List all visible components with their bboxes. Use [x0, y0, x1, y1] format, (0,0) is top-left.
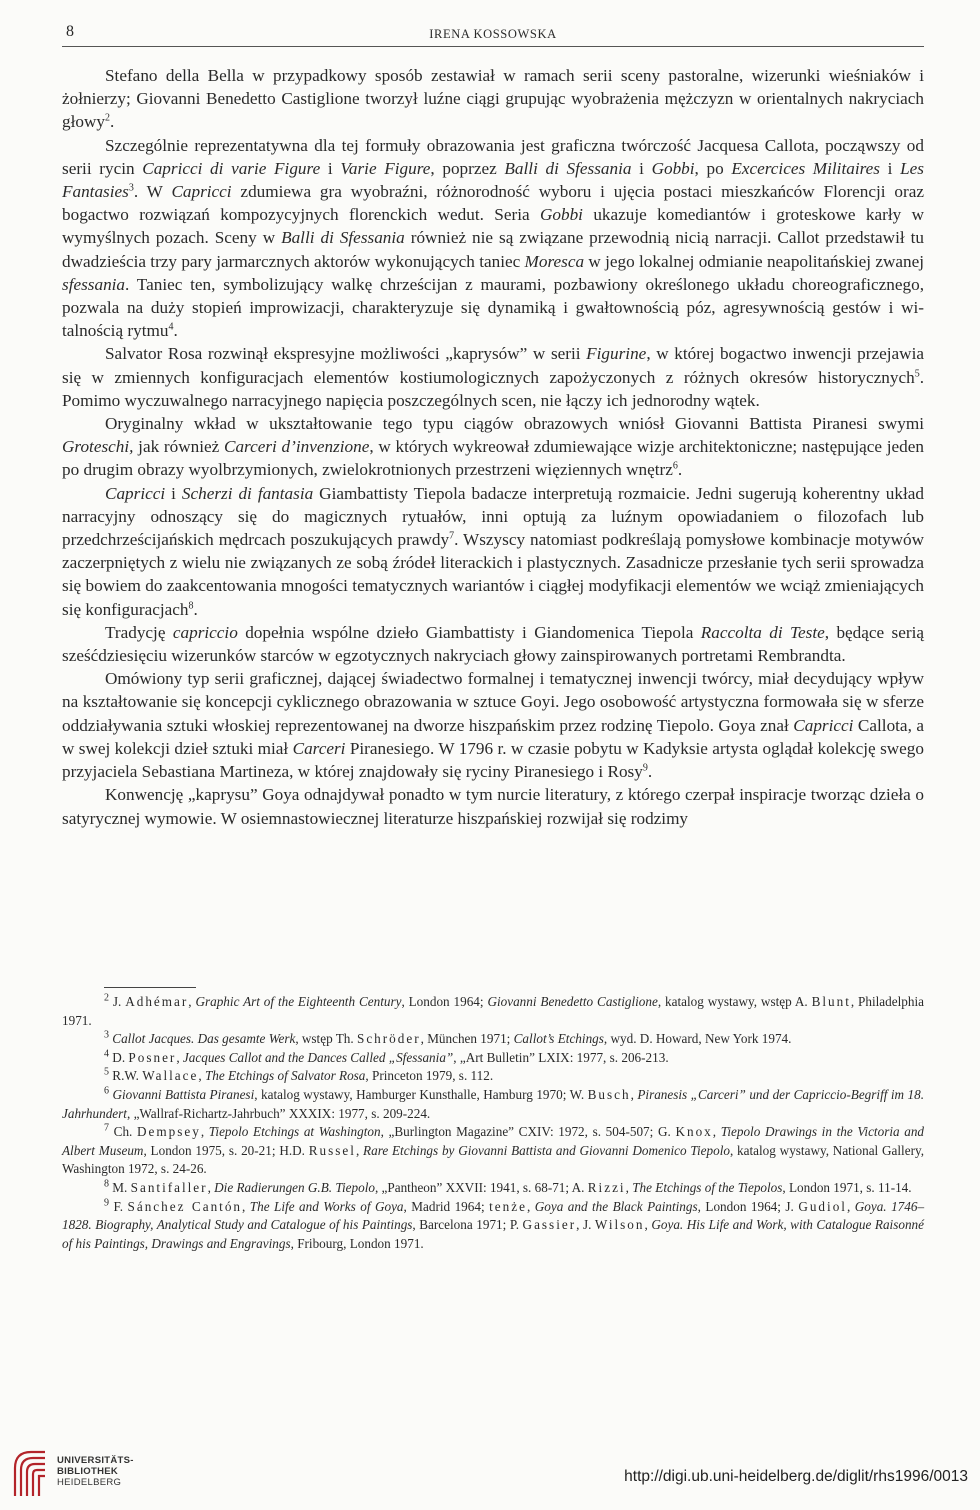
text-run: , Fribourg, London 1971. — [290, 1235, 424, 1251]
text-run: , katalog wystawy, National Gallery, Washington 1972, s. 24-26. — [62, 1142, 924, 1177]
text-run: . Pomimo wyczuwalnego narracyjnego napięcia poszczególnych scen, nie łączy ich jednorodny wątek. — [62, 367, 924, 410]
italic-title: Les Fantasies — [62, 158, 924, 202]
text-run: , poprzez — [430, 158, 505, 178]
footnote-ref: 8 — [104, 1178, 109, 1190]
text-run: , po — [694, 158, 732, 178]
text-run: , — [198, 1068, 205, 1084]
italic-title: Excercices Militaires — [731, 158, 880, 178]
italic-title: Giovanni Benedetto Castiglione — [487, 994, 658, 1009]
author-name: tenże — [489, 1198, 527, 1214]
italic-title: Goya. 1746–1828. Biography, Analytical Study and Catalogue of his Paintings — [62, 1198, 925, 1233]
text-run: , w których wykreował zdumiewające wizje architektoniczne; następujące jeden po drugim obrazy wyolbrzymionych, zwielokrotnionych przestrzeni więziennych wnętrz — [62, 437, 924, 480]
footnotes — [62, 993, 924, 1253]
footnote-ref: 9 — [642, 762, 648, 774]
footnote — [62, 1030, 924, 1049]
italic-title: Raccolta di Teste — [700, 622, 825, 642]
text-run: , — [712, 1124, 721, 1140]
footnote — [62, 1086, 924, 1123]
italic-title: Capricci di varie Figure — [142, 158, 321, 178]
italic-title: Callot’s Etchings — [513, 1031, 604, 1047]
italic-title: The Etchings of Salvator Rosa — [204, 1068, 366, 1084]
author-name: Posner — [128, 1049, 177, 1065]
text-run: . — [647, 762, 653, 782]
author-name: Gassier — [522, 1217, 577, 1233]
paragraph — [62, 783, 924, 829]
author-name: Adhémar — [125, 994, 189, 1009]
italic-title: Callot Jacques. Das gesamte Werk — [112, 1031, 296, 1047]
text-run: . W — [133, 182, 172, 202]
italic-title: The Etchings of the Tiepolos — [632, 1179, 783, 1195]
text-run: , katalog wystawy, Hamburger Kunsthalle, Hamburg 1970; W. — [254, 1086, 588, 1102]
text-run: , wyd. D. Howard, New York 1974. — [603, 1031, 792, 1047]
text-run: również nie są związane przewodnią nicią narracji. Callot przedstawił tu dwadzieścia trzy pary jarmarcznych aktorów wykonujących taniec — [62, 228, 924, 271]
text-run: Stefano della Bella w przypadkowy sposób zestawiał w ramach serii sceny pastoralne, wizerunki wieśniaków i żołnierzy; Giovanni Benedetto Castiglione tworzył luźne ciągi grupując wyobrażenia mężczyzn w orientalnych nakryciach głowy — [62, 66, 924, 132]
text-run: , — [526, 1198, 535, 1214]
text-run: , — [846, 1198, 855, 1214]
author-name: Knox — [675, 1124, 713, 1140]
paragraph — [62, 342, 924, 412]
text-run: , „Burlington Magazine” CXIV: 1972, s. 504-507; G. — [380, 1124, 676, 1140]
text-run: Konwencję „kaprysu” Goya odnajdywał ponadto w tym nurcie literatury, z którego czerpał inspiracje tworząc dzieła o satyrycznej wymowie. W osiemnastowiecznej literaturze hiszpańskiej rozwijał się rodzimy — [62, 785, 924, 828]
italic-title: Moresca — [524, 251, 585, 271]
text-run: ukazuje komediantów i groteskowe karły w wymyślnych pozach. Sceny w — [62, 205, 924, 248]
text-run: . Wszyscy natomiast podkreślają pomysłowe kombinacje motywów zaczerpniętych z wielu nie związanych ze sobą źródeł literackich i plastycznych. Zasadnicze przesłanie tych serii sprowadza się bowiem do zaakcentowania mnogości tematycznych wariantów i ciągłej modyfikacji elementów we wciąż zmieniających się konfiguracjach — [62, 530, 925, 619]
source-url-link[interactable]: http://digi.ub.uni-heidelberg.de/diglit/rhs1996/0013 — [624, 1468, 968, 1485]
author-name: Schröder — [356, 1031, 421, 1047]
text-run: , w której bogactwo inwencji przejawia się w zmiennych konfiguracjach elementów kostiumologicznych zapożyczonych z różnych okresów historycznych — [62, 344, 924, 387]
text-run: F. — [109, 1198, 128, 1214]
author-name: Santifaller — [130, 1179, 208, 1195]
footnote-separator — [104, 987, 196, 988]
text-run: , Princeton 1979, s. 112. — [365, 1068, 494, 1084]
text-run: , — [355, 1142, 364, 1158]
text-run: . Taniec ten, symbolizujący walkę chrześcijan z maurami, pozbawiony określonego układu choreograficznego, pozwala na duży stopień improwizacji, charakteryzuje się dynamiką i gwałtownością póz, agresywnością gestów i witalnością rytmu — [62, 274, 924, 341]
footnote-ref: 8 — [188, 599, 194, 611]
italic-title: capriccio — [172, 622, 238, 642]
footnote-ref: 5 — [914, 367, 920, 379]
author-name: Dempsey — [137, 1124, 201, 1140]
text-run: , — [200, 1124, 209, 1140]
page-header — [62, 23, 924, 47]
footnote-ref: 5 — [104, 1066, 109, 1078]
text-run: i — [631, 158, 652, 178]
footnote-ref: 6 — [104, 1085, 109, 1097]
text-run: Ch. — [109, 1124, 138, 1140]
text-run: , katalog wystawy, wstęp A. — [657, 994, 812, 1009]
text-run: J. — [109, 994, 126, 1009]
text-run: . — [173, 321, 178, 341]
page-number: 8 — [66, 23, 74, 40]
text-run: M. — [109, 1179, 131, 1195]
author-name: Sánchez Cantón — [127, 1198, 243, 1214]
italic-title: Gobbi — [539, 205, 583, 225]
text-run: , — [644, 1217, 652, 1233]
text-run: i — [165, 483, 182, 503]
italic-title: Goya and the Black Paintings — [534, 1198, 698, 1214]
text-run: , London 1964; J. — [697, 1198, 799, 1214]
footnote-ref: 7 — [449, 530, 455, 542]
footnote — [62, 1179, 924, 1198]
text-run: Oryginalny wkład w ukształtowanie tego typu ciągów obrazowych wniósł Giovanni Battista Piranesi swymi — [105, 414, 924, 434]
italic-title: Rare Etchings by Giovanni Battista and Giovanni Domenico Tiepolo — [363, 1142, 730, 1158]
paragraph — [62, 667, 924, 783]
footnote-ref: 6 — [672, 460, 678, 472]
author-name: Gudiol — [798, 1198, 847, 1214]
text-run: i — [879, 158, 901, 178]
text-run: i — [320, 158, 341, 178]
text-run: . — [193, 599, 198, 619]
text-run: , München 1971; — [420, 1031, 514, 1047]
italic-title: Carceri — [292, 738, 346, 758]
text-run: , — [176, 1049, 183, 1065]
author-name: Wilson — [594, 1217, 645, 1233]
italic-title: The Life and Works of Goya — [249, 1198, 404, 1214]
text-run: , — [625, 1179, 633, 1195]
text-run: , „Art Bulletin” LXIX: 1977, s. 206-213. — [453, 1049, 669, 1065]
text-run: R.W. — [109, 1068, 143, 1084]
text-run: . — [109, 112, 115, 132]
italic-title: Figurine — [586, 344, 647, 364]
text-run: , będące serią sześćdziesięciu wizerunków starców w egzotycznych nakryciach głowy zainspirowanych portretami Rembrandta. — [62, 622, 924, 666]
italic-title: Carceri d’invenzione — [224, 437, 370, 457]
author-name: Russel — [308, 1142, 356, 1158]
italic-title: Balli di Sfessania — [504, 158, 632, 178]
footnote-ref: 3 — [128, 182, 134, 194]
text-run: zdumiewa gra wyobraźni, różnorodność wyboru i ujęcia postaci mieszkańców Florencji oraz bogactwo rozwiązań kompozycyjnych florenckich wedut. Seria — [62, 182, 924, 225]
paragraph — [62, 482, 924, 621]
text-run: , — [188, 994, 196, 1009]
italic-title: Die Radierungen G.B. Tiepolo — [214, 1179, 375, 1195]
italic-title: sfessania — [62, 274, 126, 294]
text-run: , — [242, 1198, 250, 1214]
paragraph — [62, 412, 924, 482]
italic-title: Capricci — [793, 715, 854, 735]
text-run: , London 1964; — [401, 994, 488, 1009]
text-run: , London 1975, s. 20-21; H.D. — [143, 1142, 309, 1158]
author-name: Wallace — [142, 1068, 199, 1084]
footnote — [62, 993, 924, 1030]
library-name-line: BIBLIOTHEK — [57, 1466, 119, 1477]
body-text — [62, 64, 924, 830]
author-name: Busch — [587, 1086, 631, 1102]
text-run: Giambattisty Tiepola badacze interpretują rozmaicie. Jedni sugerują koherentny układ narracyjny odnoszący się do magicznych rytuałów, inni optują za luźnym opowiadaniem o filozofach lub przedchrześcijańskich mędrcach poszukujących prawdy — [62, 483, 924, 550]
italic-title: Graphic Art of the Eighteenth Century — [195, 994, 402, 1009]
text-run: , wstęp Th. — [295, 1031, 357, 1047]
text-run: , London 1971, s. 11-14. — [782, 1179, 912, 1195]
footnote-ref: 3 — [104, 1029, 109, 1041]
running-head: IRENA KOSSOWSKA — [429, 27, 557, 41]
italic-title: Capricci — [171, 182, 232, 202]
text-run: , „Wallraf-Richartz-Jahrbuch” XXXIX: 1977, s. 209-224. — [126, 1105, 431, 1121]
italic-title: Gobbi — [651, 158, 695, 178]
text-run: , Barcelona 1971; P. — [412, 1217, 523, 1233]
footnote-ref: 4 — [104, 1048, 109, 1060]
text-run: , Philadelphia 1971. — [62, 994, 924, 1028]
footnote-ref: 4 — [168, 321, 174, 333]
text-run: Salvator Rosa rozwinął ekspresyjne możliwości „kaprysów” w serii — [105, 344, 587, 364]
text-run: . — [677, 460, 683, 480]
text-run: Szczególnie reprezentatywna dla tej formuły obrazowania jest graficzna twórczość Jacquesa Callota, począwszy od serii rycin — [62, 135, 924, 178]
text-run: Piranesiego. W 1796 r. w czasie pobytu w Kadyksie artysta oglądał kolekcję swego przyjaciela Sebastiana Martineza, w której znajdowały się ryciny Piranesiego i Rosy — [62, 738, 924, 782]
text-run: Callota, a w swej kolekcji dzieł sztuki miał — [62, 715, 924, 758]
text-run: w jego lokalnej odmianie neapolitańskiej zwanej — [584, 251, 924, 271]
library-name-line: HEIDELBERG — [57, 1477, 122, 1488]
italic-title: Groteschi, — [62, 437, 134, 457]
italic-title: Scherzi di fantasia — [181, 483, 314, 503]
footnote — [62, 1198, 924, 1254]
library-footer — [0, 1438, 980, 1510]
library-logo-icon — [9, 1446, 49, 1500]
footnote-ref: 7 — [104, 1122, 109, 1134]
italic-title: Piranesis „Carceri” und der Capriccio-Begriff im 18. Jahrhundert — [62, 1086, 925, 1121]
italic-title: Giovanni Battista Piranesi — [112, 1086, 255, 1102]
paragraph — [62, 621, 924, 667]
italic-title: Capricci — [105, 483, 166, 503]
library-name — [57, 1455, 134, 1488]
footnote — [62, 1067, 924, 1086]
footnote — [62, 1049, 924, 1068]
paragraph — [62, 64, 924, 134]
text-run: , J. — [576, 1217, 595, 1233]
italic-title: Jacques Callot and the Dances Called „Sfessania” — [182, 1049, 454, 1065]
text-run: D. — [109, 1049, 129, 1065]
text-run: dopełnia wspólne dzieło Giambattisty i Giandomenica Tiepola — [237, 622, 701, 642]
author-name: Rizzi — [587, 1179, 626, 1195]
text-run: , — [630, 1086, 638, 1102]
text-run: Omówiony typ serii graficznej, dającej świadectwo formalnej i tematycznej inwencji twórcy, miał decydujący wpływ na kształtowanie się koncepcji cyklicznego obrazowania w sztuce Goyi. Jego osobowość artystyczna formowała się w sferze oddziaływania sztuki włoskiej reprezentowanej na dworze hiszpańskim przez rodzinę Tiepolo. Goya znał — [62, 669, 924, 735]
footnote — [62, 1123, 924, 1179]
italic-title: Goya. His Life and Work, with Catalogue Raisonné of his Paintings, Drawings and Engravings — [62, 1217, 924, 1251]
text-run: jak również — [133, 437, 224, 457]
italic-title: Tiepolo Etchings at Washington — [208, 1124, 381, 1140]
paragraph — [62, 134, 924, 343]
footnote-ref: 2 — [104, 992, 109, 1004]
author-name: Blunt — [811, 994, 851, 1009]
italic-title: Tiepolo Drawings in the Victoria and Albert Museum — [62, 1124, 925, 1158]
library-name-line: UNIVERSITÄTS- — [57, 1455, 134, 1466]
footnote-ref: 9 — [104, 1197, 109, 1209]
italic-title: Balli di Sfessania — [281, 228, 405, 248]
italic-title: Varie Figure — [340, 158, 431, 178]
text-run: , — [207, 1179, 215, 1195]
text-run: , Madrid 1964; — [403, 1198, 490, 1214]
footnote-ref: 2 — [104, 112, 110, 124]
text-run: , „Pantheon” XXVII: 1941, s. 68-71; A. — [374, 1179, 588, 1195]
text-run: Tradycję — [105, 622, 173, 642]
